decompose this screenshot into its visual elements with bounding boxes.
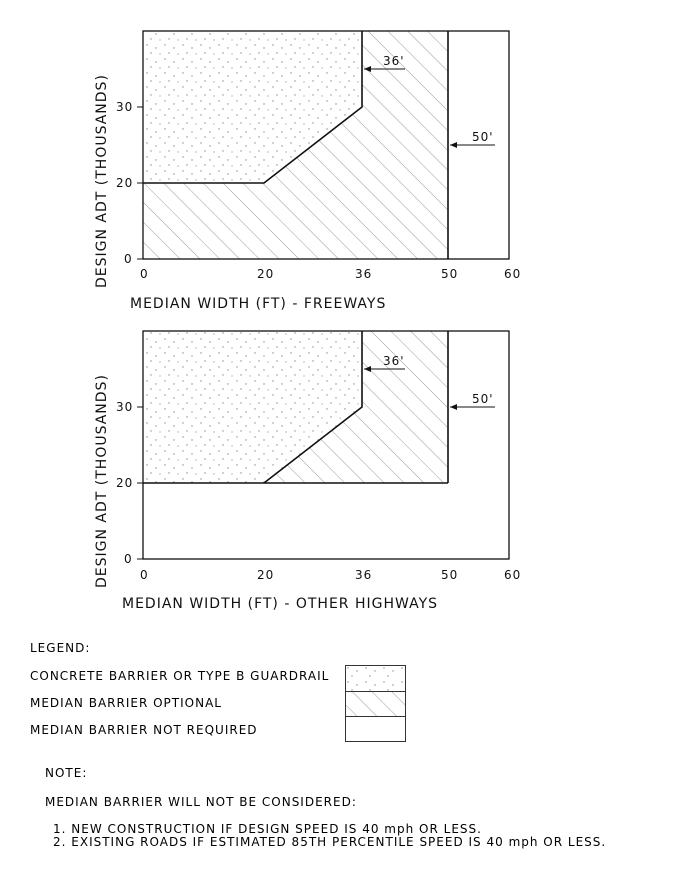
y-tick-20: 20	[116, 476, 134, 490]
note-item-2: 2. EXISTING ROADS IF ESTIMATED 85TH PERCENTILE SPEED IS 40 mph OR LESS.	[53, 835, 607, 849]
x-tick-50: 50	[441, 568, 459, 582]
y-tick-0: 0	[124, 552, 133, 566]
x-tick-60: 60	[504, 267, 522, 281]
other-highways-diagram	[0, 320, 675, 620]
callout-50: 50'	[472, 130, 494, 144]
callout-36: 36'	[383, 354, 405, 368]
x-axis-label: MEDIAN WIDTH (FT) - FREEWAYS	[130, 296, 387, 312]
note-heading: MEDIAN BARRIER WILL NOT BE CONSIDERED:	[45, 795, 357, 809]
y-tick-30: 30	[116, 100, 134, 114]
freeways-diagram	[0, 0, 675, 320]
y-tick-20: 20	[116, 176, 134, 190]
x-tick-60: 60	[504, 568, 522, 582]
legend-swatch-stipple	[346, 666, 406, 692]
x-tick-50: 50	[441, 267, 459, 281]
x-tick-36: 36	[355, 568, 373, 582]
legend-label-stipple: CONCRETE BARRIER OR TYPE B GUARDRAIL	[30, 669, 330, 683]
legend-swatch-blank	[346, 717, 406, 742]
y-axis-label: DESIGN ADT (THOUSANDS)	[94, 74, 110, 288]
legend-label-blank: MEDIAN BARRIER NOT REQUIRED	[30, 723, 258, 737]
legend-swatch-hatch	[346, 692, 406, 717]
y-tick-30: 30	[116, 400, 134, 414]
legend-label-hatch: MEDIAN BARRIER OPTIONAL	[30, 696, 222, 710]
x-axis-label: MEDIAN WIDTH (FT) - OTHER HIGHWAYS	[122, 596, 439, 612]
legend-title: LEGEND:	[30, 641, 91, 655]
callout-50: 50'	[472, 392, 494, 406]
y-tick-0: 0	[124, 252, 133, 266]
x-tick-0: 0	[140, 568, 149, 582]
x-tick-0: 0	[140, 267, 149, 281]
x-tick-36: 36	[355, 267, 373, 281]
x-tick-20: 20	[257, 267, 275, 281]
x-tick-20: 20	[257, 568, 275, 582]
callout-36: 36'	[383, 54, 405, 68]
legend-swatches	[345, 665, 407, 743]
y-axis-label: DESIGN ADT (THOUSANDS)	[94, 374, 110, 588]
note-title: NOTE:	[45, 766, 88, 780]
note-item-1: 1. NEW CONSTRUCTION IF DESIGN SPEED IS 40 mph OR LESS.	[53, 822, 482, 836]
